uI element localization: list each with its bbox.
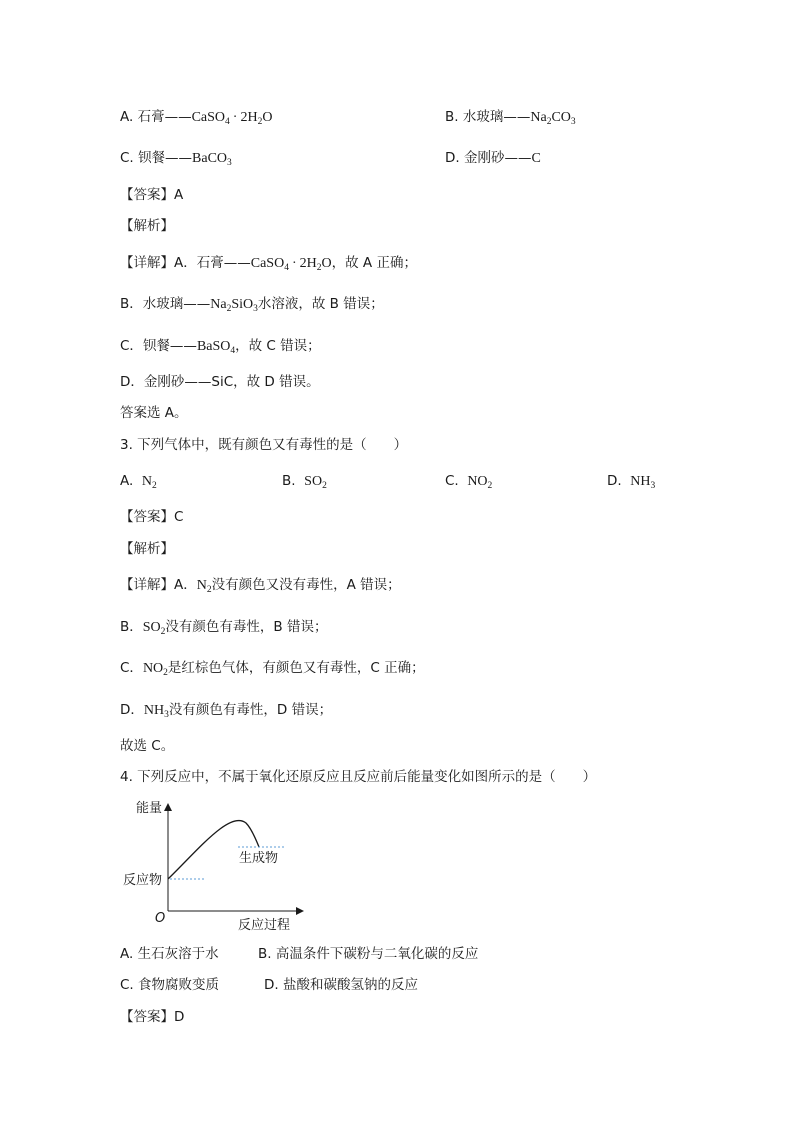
q2-detail-a: 【详解】A．石膏——CaSO$_4$ · $2H_2O$，故 A 正确； [120,255,417,273]
q3-answer: 【答案】C [120,509,184,525]
q4-stem: 4. 下列反应中，不属于氧化还原反应且反应前后能量变化如图所示的是（ ） [120,769,597,785]
q3-analysis-heading: 【解析】 [120,541,174,557]
q2-detail-b: B．水玻璃$——Na_2SiO_3$水溶液，故 B 错误； [120,296,384,314]
q3-conclusion: 故选 C。 [120,738,175,754]
q2-conclusion: 答案选 A。 [120,405,188,421]
product-label: 生成物 [239,851,279,866]
q2-option-d: D. 金刚砂——C [445,150,541,166]
q4-option-a: A. 生石灰溶于水 [120,946,219,962]
q2-answer: 【答案】A [120,187,184,203]
q4-option-d: D. 盐酸和碳酸氢钠的反应 [264,977,418,993]
origin-label: O [155,911,166,926]
x-axis-label: 反应过程 [238,918,291,933]
y-axis-label: 能量 [136,801,163,816]
q3-detail-d: D．$NH_3$没有颜色有毒性，D 错误； [120,702,333,720]
q2-analysis-heading: 【解析】 [120,218,174,234]
energy-curve [168,820,259,879]
q3-detail-a: 【详解】A．$N_2$没有颜色又没有毒性，A 错误； [120,577,401,595]
q2-detail-d: D．金刚砂——SiC，故 D 错误。 [120,374,320,390]
q2-detail-c: C．钡餐——BaSO$_4$，故 C 错误； [120,338,321,356]
q4-option-b: B. 高温条件下碳粉与二氧化碳的反应 [258,946,479,962]
reactant-label: 反应物 [123,873,163,888]
q3-option-d: D. $NH_3$ [607,473,656,491]
q3-detail-b: B．$SO_2$没有颜色有毒性，B 错误； [120,619,328,637]
q4-option-c: C. 食物腐败变质 [120,977,220,993]
q3-stem: 3. 下列气体中，既有颜色又有毒性的是（ ） [120,437,408,453]
q2-option-c: C. 钡餐——BaCO$_3$ [120,150,232,168]
q4-answer: 【答案】D [120,1009,185,1025]
q3-detail-c: C．$NO_2$是红棕色气体，有颜色又有毒性，C 正确； [120,660,425,678]
q3-option-a: A. $N_2$ [120,473,157,491]
energy-diagram [118,795,318,935]
q3-option-c: C. $NO_2$ [445,473,493,491]
q2-option-a: A. 石膏——CaSO$_4$ · $2H_2O$ [120,109,273,127]
q2-option-b: B. 水玻璃$——Na_2CO_3$ [445,109,576,127]
q3-option-b: B. $SO_2$ [282,473,327,491]
